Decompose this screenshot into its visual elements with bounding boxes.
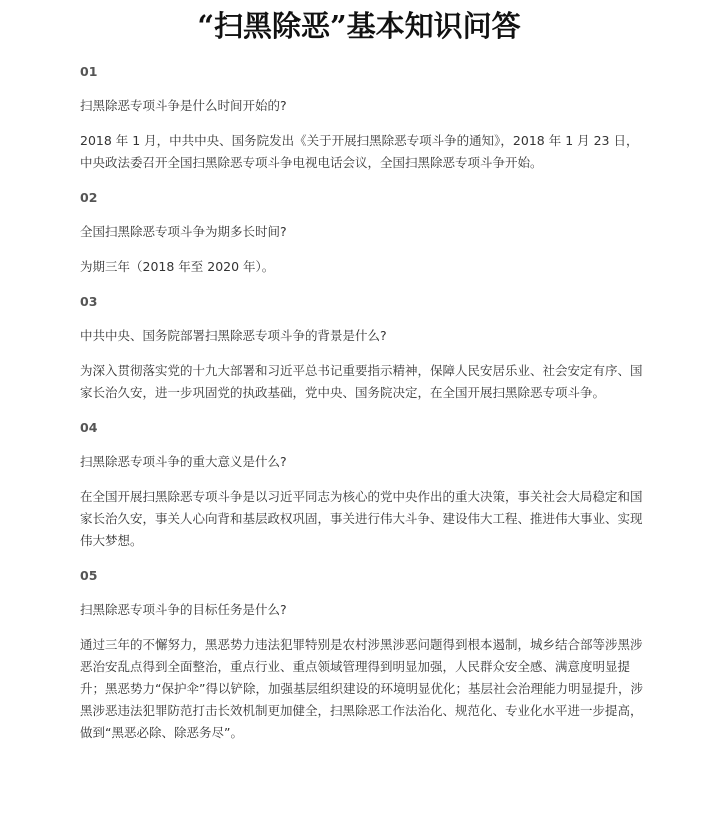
answer-text: 2018 年 1 月，中共中央、国务院发出《关于开展扫黑除恶专项斗争的通知》，2018 年 1 月 23 日，中央政法委召开全国扫黑除恶专项斗争电视电话会议，全国扫黑除恶专项斗争开始。 [80,133,639,170]
answer-text: 为深入贯彻落实党的十九大部署和习近平总书记重要指示精神，保障人民安居乐业、社会安定有序、国家长治久安，进一步巩固党的执政基础，党中央、国务院决定，在全国开展扫黑除恶专项斗争。 [80,363,643,400]
question-number: 02 [80,190,98,205]
question-text: 扫黑除恶专项斗争是什么时间开始的? [80,98,287,113]
page-title: “扫黑除恶”基本知识问答 [197,9,521,43]
qa-item [80,188,646,278]
qa-item [80,62,646,174]
question-number: 05 [80,568,98,583]
qa-item [80,292,646,404]
answer-text: 在全国开展扫黑除恶专项斗争是以习近平同志为核心的党中央作出的重大决策，事关社会大局稳定和国家长治久安，事关人心向背和基层政权巩固，事关进行伟大斗争、建设伟大工程、推进伟大事业、实现伟大梦想。 [80,489,643,548]
question-text: 扫黑除恶专项斗争的目标任务是什么? [80,602,287,617]
question-number: 04 [80,420,98,435]
answer-text: 通过三年的不懈努力，黑恶势力违法犯罪特别是农村涉黑涉恶问题得到根本遏制，城乡结合部等涉黑涉恶治安乱点得到全面整治，重点行业、重点领域管理得到明显加强，人民群众安全感、满意度明显提升；黑恶势力“保护伞”得以铲除，加强基层组织建设的环境明显优化；基层社会治理能力明显提升，涉黑涉恶违法犯罪防范打击长效机制更加健全，扫黑除恶工作法治化、规范化、专业化水平进一步提高，做到“黑恶必除、除恶务尽”。 [80,637,643,740]
question-number: 03 [80,294,98,309]
qa-item [80,418,646,552]
question-text: 中共中央、国务院部署扫黑除恶专项斗争的背景是什么? [80,328,387,343]
qa-list [80,62,646,744]
question-number: 01 [80,64,98,79]
question-text: 扫黑除恶专项斗争的重大意义是什么? [80,454,287,469]
answer-text: 为期三年（2018 年至 2020 年）。 [80,259,275,274]
qa-item [80,566,646,744]
question-text: 全国扫黑除恶专项斗争为期多长时间? [80,224,287,239]
